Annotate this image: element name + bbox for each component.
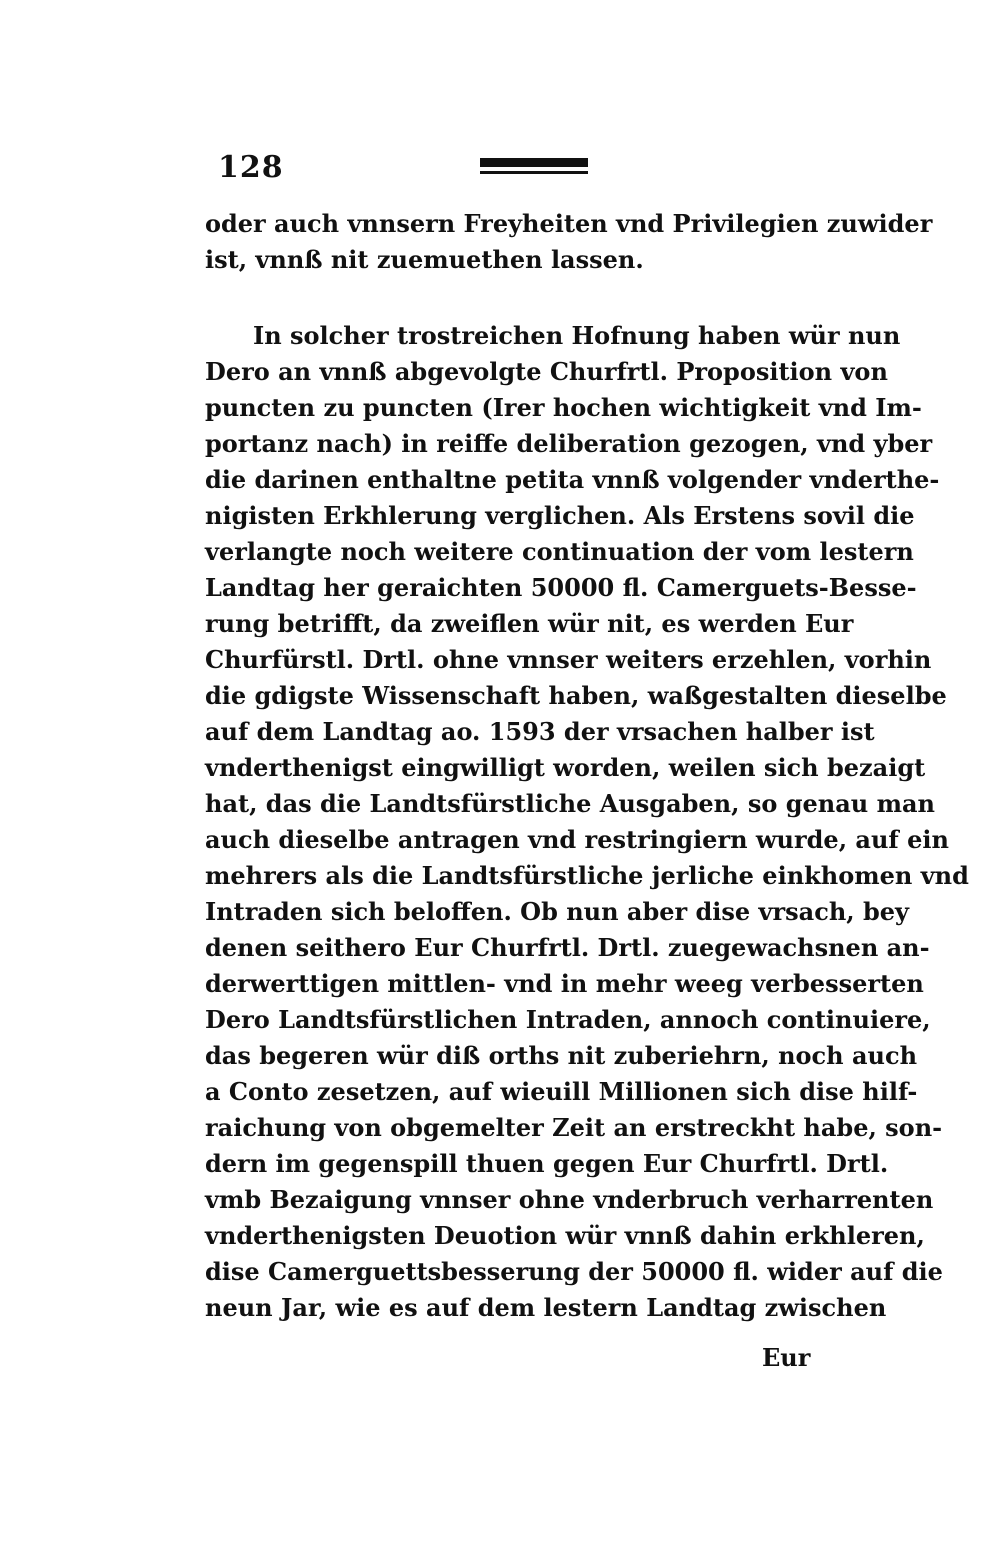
header-rule xyxy=(480,158,588,174)
text-line: vnderthenigsten Deuotion wür vnnß dahin erkhleren, xyxy=(205,1221,925,1250)
text-line: rung betrifft, da zweiflen wür nit, es werden Eur xyxy=(205,609,854,638)
text-line: auf dem Landtag ao. 1593 der vrsachen halber ist xyxy=(205,717,875,746)
text-line: das begeren wür diß orths nit zuberiehrn, noch auch xyxy=(205,1041,918,1070)
text-line: auch dieselbe antragen vnd restringiern wurde, auf ein xyxy=(205,825,949,854)
text-line: puncten zu puncten (Irer hochen wichtigkeit vnd Im- xyxy=(205,393,922,422)
text-line: Dero Landtsfürstlichen Intraden, annoch continuiere, xyxy=(205,1005,931,1034)
text-line: dise Camerguettsbesserung der 50000 fl. wider auf die xyxy=(205,1257,943,1286)
text-line: ist, vnnß nit zuemuethen lassen. xyxy=(205,245,644,274)
page-header xyxy=(218,148,838,188)
paragraph-main xyxy=(205,318,969,1326)
text-line: Dero an vnnß abgevolgte Churfrtl. Proposition von xyxy=(205,357,888,386)
text-line: die darinen enthaltne petita vnnß volgender vnderthe- xyxy=(205,465,940,494)
page-number: 128 xyxy=(218,150,284,185)
text-line: Churfürstl. Drtl. ohne vnnser weiters erzehlen, vorhin xyxy=(205,645,932,674)
text-line: vmb Bezaigung vnnser ohne vnderbruch verharrenten xyxy=(205,1185,934,1214)
text-line: mehrers als die Landtsfürstliche jerliche einkhomen vnd xyxy=(205,861,969,890)
text-line: dern im gegenspill thuen gegen Eur Churfrtl. Drtl. xyxy=(205,1149,889,1178)
text-line: In solcher trostreichen Hofnung haben wür nun xyxy=(253,321,901,350)
text-line: vnderthenigst eingwilligt worden, weilen sich bezaigt xyxy=(205,753,926,782)
text-line: a Conto zesetzen, auf wieuill Millionen sich dise hilf- xyxy=(205,1077,918,1106)
text-line: oder auch vnnsern Freyheiten vnd Privilegien zuwider xyxy=(205,209,933,238)
text-line: neun Jar, wie es auf dem lestern Landtag zwischen xyxy=(205,1293,887,1322)
text-line: raichung von obgemelter Zeit an erstreckht habe, son- xyxy=(205,1113,943,1142)
text-line: denen seithero Eur Churfrtl. Drtl. zuegewachsnen an- xyxy=(205,933,930,962)
text-line: die gdigste Wissenschaft haben, waßgestalten dieselbe xyxy=(205,681,947,710)
text-line: Intraden sich beloffen. Ob nun aber dise vrsach, bey xyxy=(205,897,909,926)
text-line: derwerttigen mittlen- vnd in mehr weeg verbesserten xyxy=(205,969,924,998)
paragraph-continued xyxy=(205,206,933,278)
text-line: nigisten Erkhlerung verglichen. Als Erstens sovil die xyxy=(205,501,915,530)
text-line: hat, das die Landtsfürstliche Ausgaben, so genau man xyxy=(205,789,935,818)
text-line: verlangte noch weitere continuation der vom lestern xyxy=(205,537,914,566)
text-line: portanz nach) in reiffe deliberation gezogen, vnd yber xyxy=(205,429,933,458)
catchword: Eur xyxy=(762,1343,811,1372)
text-line: Landtag her geraichten 50000 fl. Camerguets-Besse- xyxy=(205,573,917,602)
